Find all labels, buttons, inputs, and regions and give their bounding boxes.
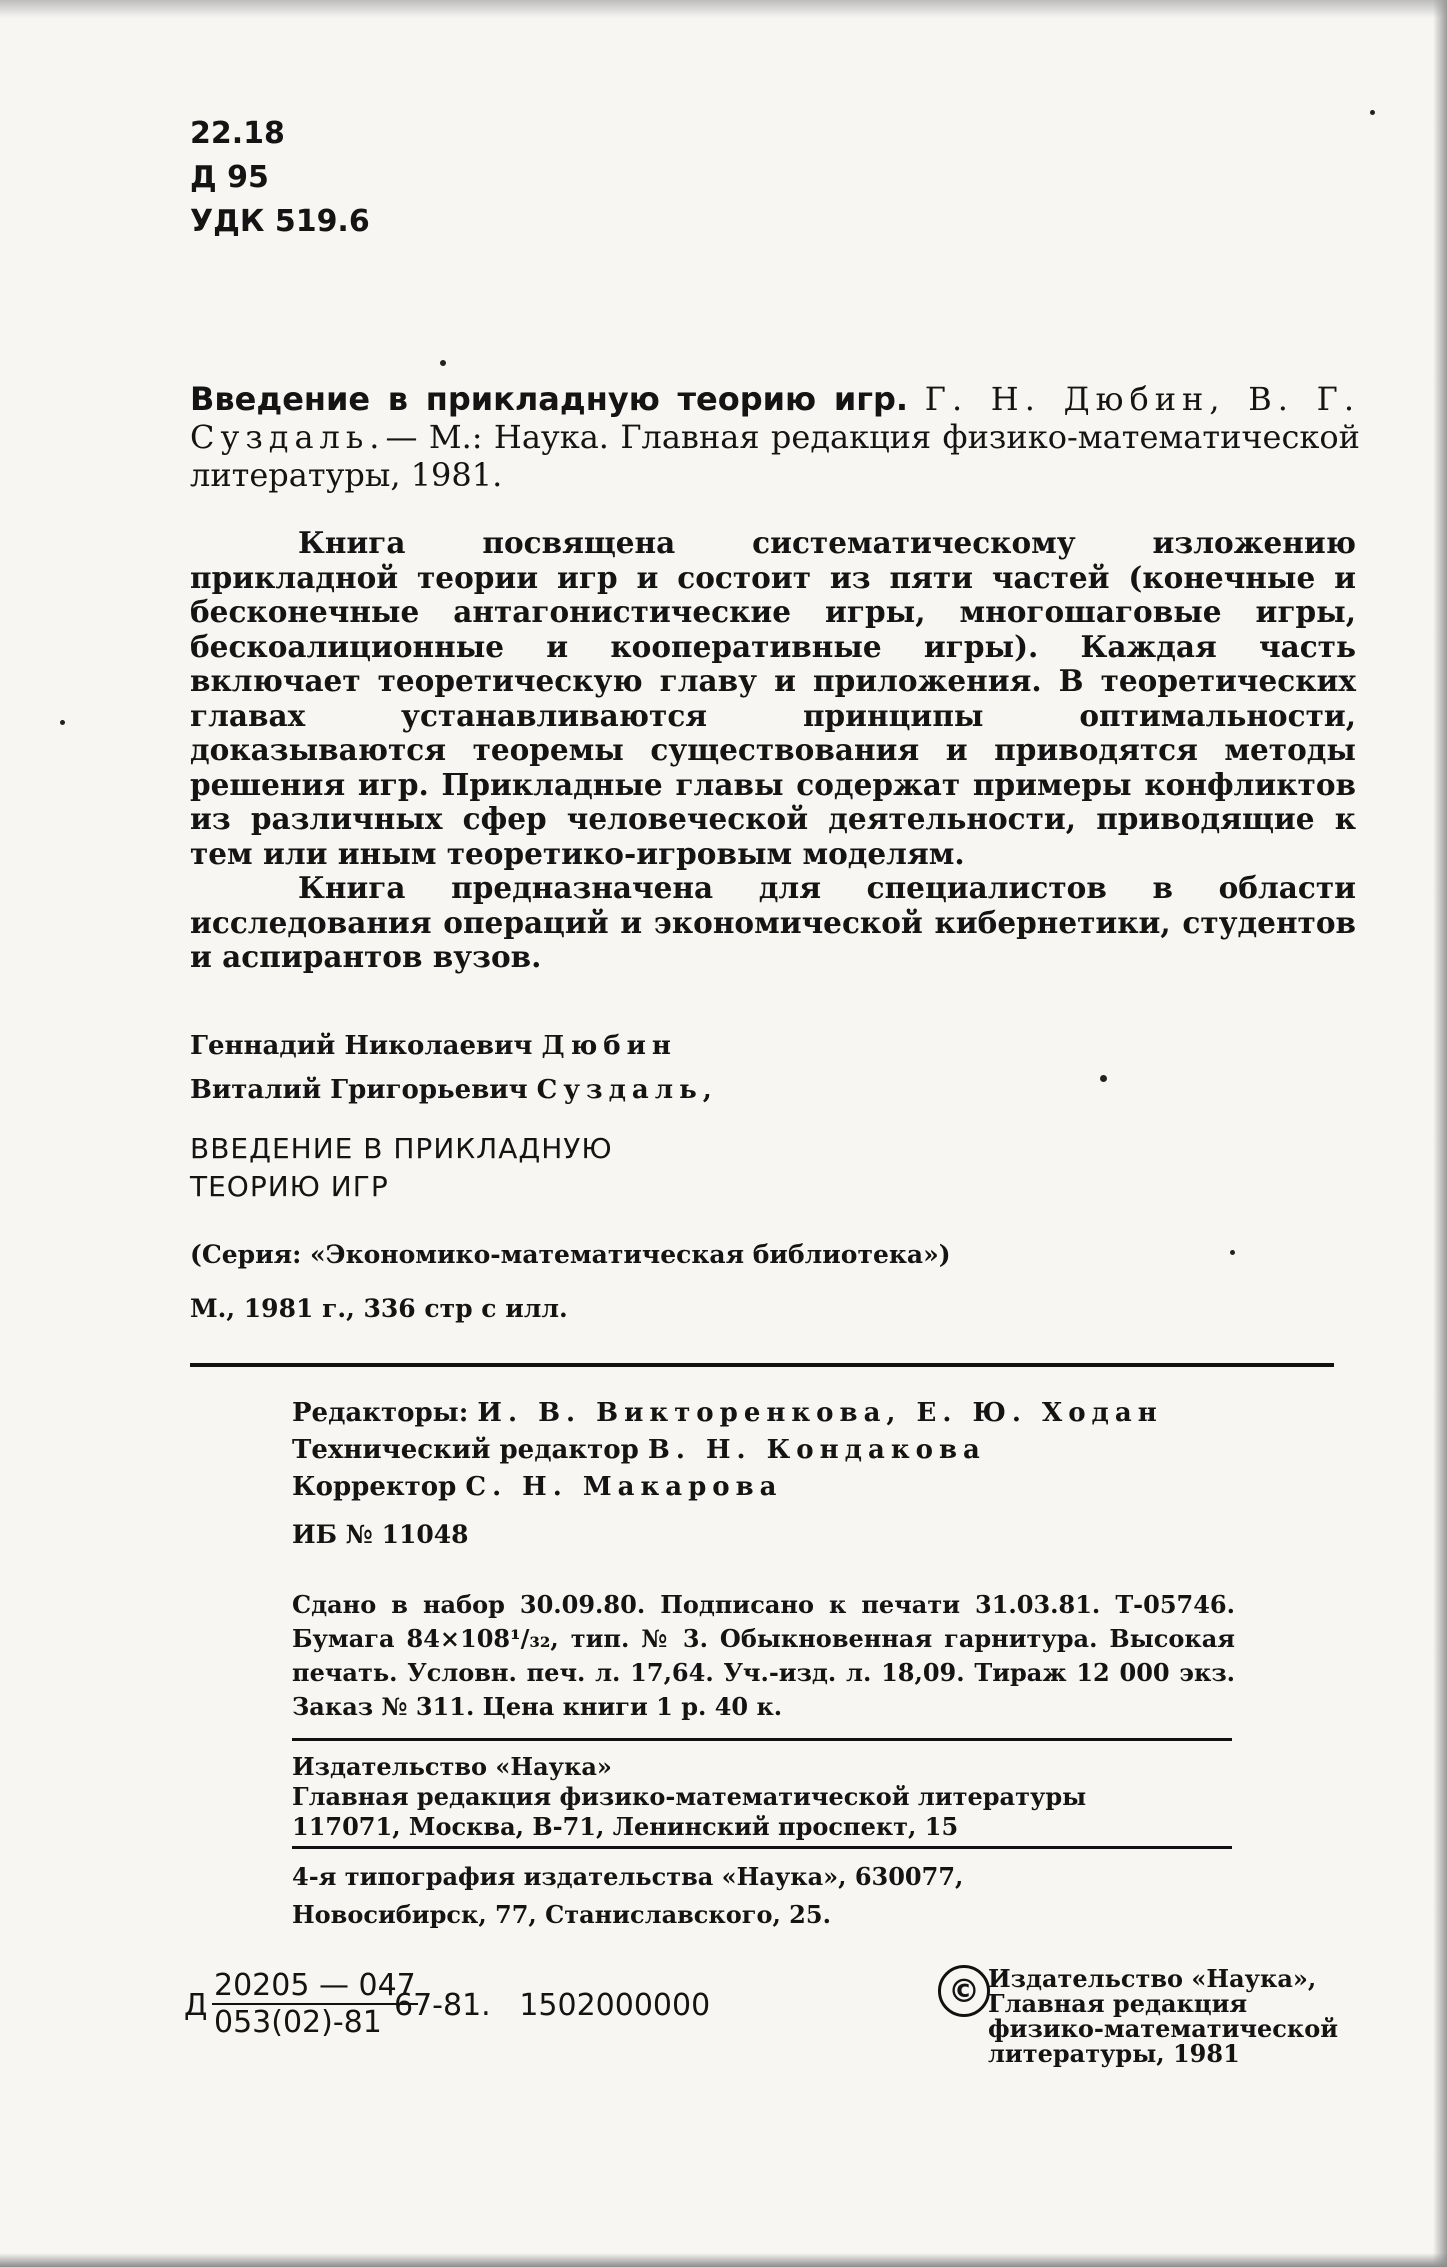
scan-edge-top xyxy=(0,0,1447,18)
series-line: (Серия: «Экономико-математическая библиотека») xyxy=(190,1240,951,1269)
printer-line: Новосибирск, 77, Станиславского, 25. xyxy=(292,1900,831,1929)
scan-edge-right xyxy=(1433,0,1447,2267)
copyright-line: Главная редакция xyxy=(988,1989,1248,2018)
bbk-code: 22.18 xyxy=(190,116,285,151)
biblio-title: Введение в прикладную теорию игр. xyxy=(190,380,909,418)
author-line xyxy=(190,1024,718,1068)
printer-block xyxy=(292,1858,963,1934)
staff-names: С. Н. Макарова xyxy=(465,1472,783,1502)
author-surname: Дюбин xyxy=(541,1031,677,1061)
editorial-staff xyxy=(292,1395,1163,1506)
bibliographic-description xyxy=(190,380,1360,494)
book-authors xyxy=(190,1024,718,1112)
staff-line xyxy=(292,1395,1163,1432)
author-surname: Суздаль, xyxy=(536,1075,718,1105)
copyright-line: литературы, 1981 xyxy=(988,2039,1240,2068)
catalog-code-fraction xyxy=(212,1968,418,2040)
scan-speck xyxy=(440,360,446,366)
scan-edge-bottom xyxy=(0,2253,1447,2267)
divider-rule xyxy=(292,1846,1232,1849)
author-given-name: Виталий Григорьевич xyxy=(190,1075,528,1105)
divider-rule xyxy=(190,1363,1334,1367)
staff-names: В. Н. Кондакова xyxy=(647,1435,986,1465)
print-specs: Сдано в набор 30.09.80. Подписано к печати 31.03.81. Т-05746. Бумага 84×108¹/₃₂, тип. № 3. Обыкновенная гарнитура. Высокая печать. Условн. печ. л. 17,64. Уч.-изд. л. 18,09. Тираж 12 000 экз. Заказ № 311. Цена книги 1 р. 40 к. xyxy=(292,1590,1235,1721)
staff-role: Редакторы: xyxy=(292,1398,469,1428)
biblio-authors: Г. Н. Дюбин, В. Г. Суздаль. xyxy=(190,380,1361,456)
book-title-line: ТЕОРИЮ ИГР xyxy=(190,1170,389,1203)
classification-codes xyxy=(190,112,370,244)
staff-names: И. В. Викторенкова, Е. Ю. Ходан xyxy=(477,1398,1163,1428)
printer-line: 4-я типография издательства «Наука», 630077, xyxy=(292,1862,964,1891)
scan-speck xyxy=(1100,1075,1107,1082)
imprint-line: М., 1981 г., 336 стр с илл. xyxy=(190,1294,568,1323)
copyright-line: Издательство «Наука», xyxy=(988,1964,1317,1993)
book-title xyxy=(190,1130,613,1206)
copyright-line: физико-математической xyxy=(988,2014,1339,2043)
ib-number: ИБ № 11048 xyxy=(292,1520,469,1549)
publisher-line: 117071, Москва, В-71, Ленинский проспект, 15 xyxy=(292,1812,959,1841)
book-title-line: ВВЕДЕНИЕ В ПРИКЛАДНУЮ xyxy=(190,1132,613,1165)
catalog-code xyxy=(184,1968,744,2058)
staff-line xyxy=(292,1469,1163,1506)
staff-role: Технический редактор xyxy=(292,1435,639,1465)
scan-speck xyxy=(1370,110,1375,115)
publisher-block xyxy=(292,1752,1086,1842)
scan-speck xyxy=(1230,1250,1235,1255)
catalog-code-numerator: 20205 — 047 xyxy=(214,1968,416,2003)
catalog-code-number: 1502000000 xyxy=(519,1988,711,2023)
abstract-paragraph: Книга посвящена систематическому изложению прикладной теории игр и состоит из пяти частей (конечные и бесконечные антагонистические игры, многошаговые игры, бескоалиционные и кооперативные игры). Каждая часть включает теоретическую главу и приложения. В теоретических главах устанавливаются принципы оптимальности, доказываются теоремы существования и приводятся методы решения игр. Прикладные главы содержат примеры конфликтов из различных сфер человеческой деятельности, приводящие к тем или иным теоретико-игровым моделям. xyxy=(190,525,1356,871)
abstract-paragraph: Книга предназначена для специалистов в области исследования операций и экономической кибернетики, студентов и аспирантов вузов. xyxy=(190,870,1356,974)
scan-speck xyxy=(60,720,65,725)
divider-rule xyxy=(292,1738,1232,1741)
author-mark: Д 95 xyxy=(190,160,269,195)
catalog-code-suffix: 67-81. xyxy=(394,1988,491,2023)
staff-line xyxy=(292,1432,1163,1469)
biblio-publication: — М.: Наука. Главная редакция физико-математической литературы, 1981. xyxy=(190,418,1360,494)
catalog-code-prefix: Д xyxy=(184,1988,208,2023)
abstract xyxy=(190,526,1356,975)
copyright-icon: © xyxy=(938,1965,990,2017)
publisher-line: Издательство «Наука» xyxy=(292,1752,612,1781)
catalog-code-denominator: 053(02)-81 xyxy=(214,2005,382,2040)
udc-code: УДК 519.6 xyxy=(190,204,370,239)
staff-role: Корректор xyxy=(292,1472,457,1502)
publisher-line: Главная редакция физико-математической литературы xyxy=(292,1782,1087,1811)
author-given-name: Геннадий Николаевич xyxy=(190,1031,533,1061)
copyright-notice xyxy=(988,1966,1338,2066)
catalog-code-tail xyxy=(394,1988,710,2023)
author-line xyxy=(190,1068,718,1112)
